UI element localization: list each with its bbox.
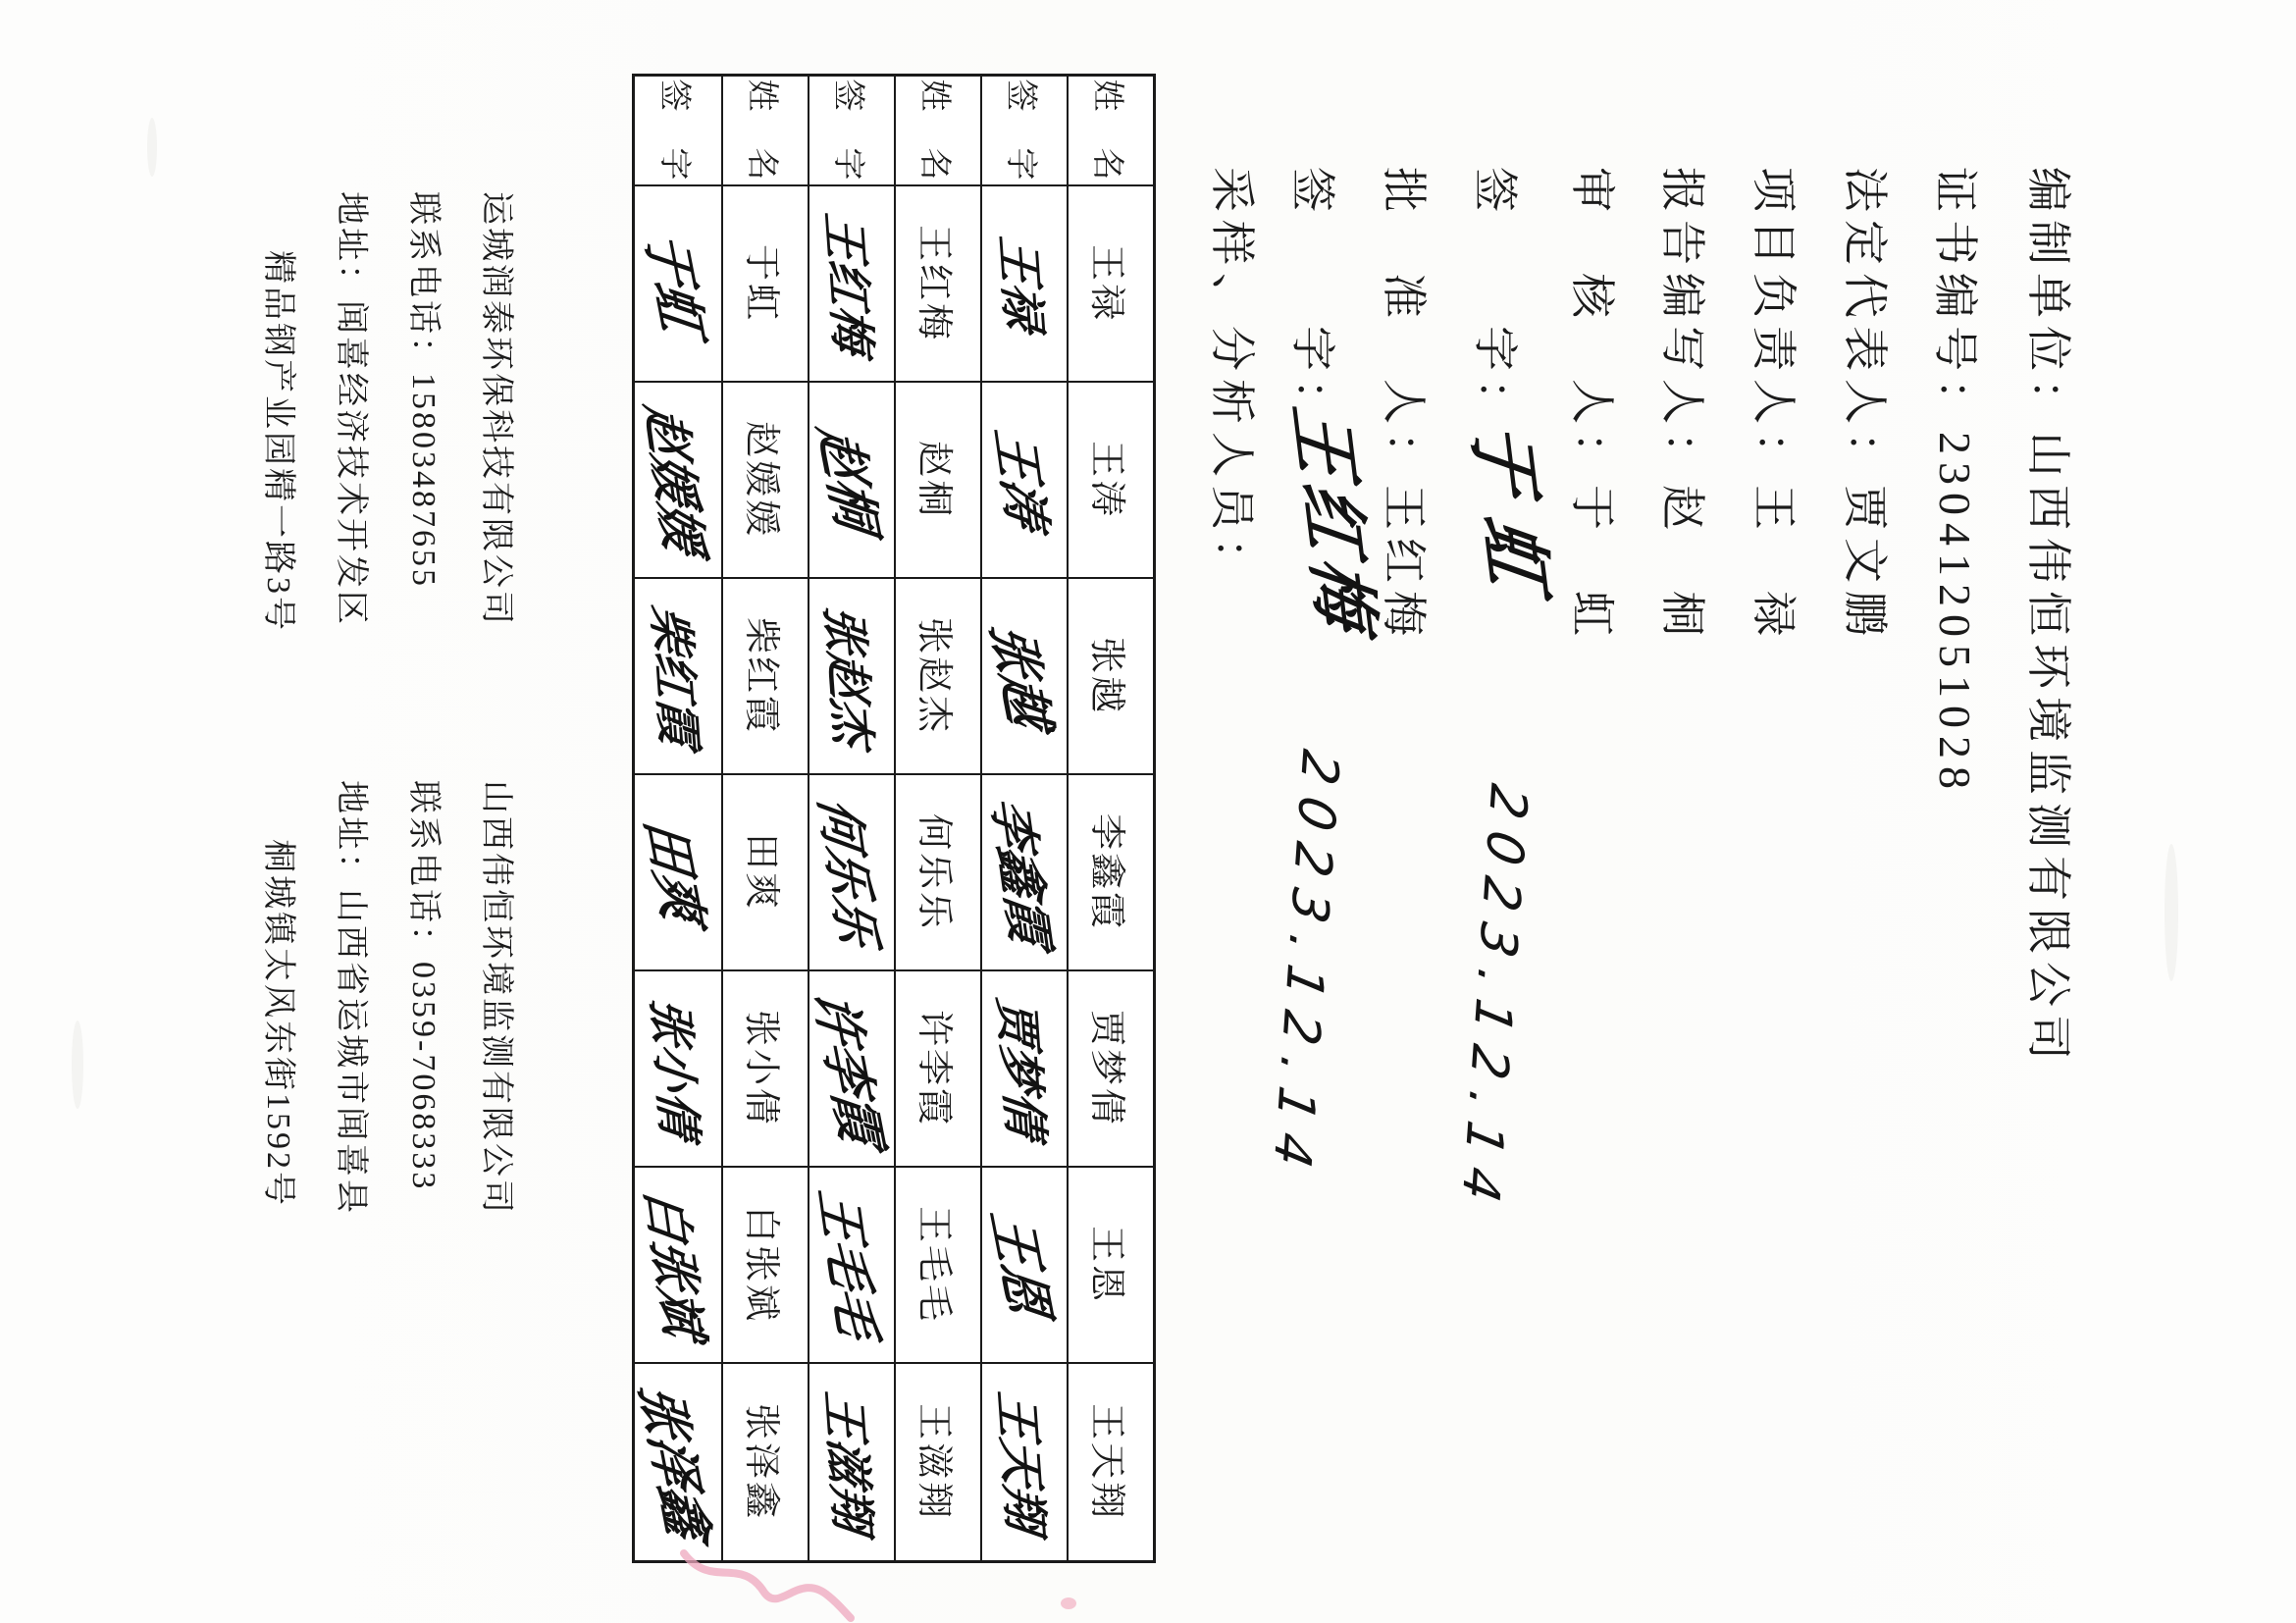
name-cell: 王滋翔 xyxy=(894,1364,980,1560)
signature-cell: 王禄 xyxy=(980,186,1067,383)
row2-header-sign: 签 字 xyxy=(980,77,1067,186)
line-sampling-analysts xyxy=(1197,167,1266,591)
report-writer-value: 赵 桐 xyxy=(1657,485,1707,644)
name-cell: 王天翔 xyxy=(1067,1364,1153,1560)
sampling-analysts-label: 采样、分析人员： xyxy=(1207,167,1257,591)
name-cell: 何乐乐 xyxy=(894,775,980,971)
line-certificate-no xyxy=(1920,167,1989,797)
signature-cell: 王红梅 xyxy=(808,186,894,383)
signature-cell: 田爽 xyxy=(635,775,721,971)
line-legal-representative xyxy=(1830,167,1899,644)
signature-cell: 李鑫霞 xyxy=(980,775,1067,971)
company2-name: 山西伟恒环境监测有限公司 xyxy=(478,780,514,1216)
reviewer-label: 审 核 人： xyxy=(1567,167,1617,485)
name-cell: 张越 xyxy=(1067,579,1153,775)
line-report-writer xyxy=(1647,167,1716,644)
name-cell: 王毛毛 xyxy=(894,1168,980,1364)
signature-cell: 何乐乐 xyxy=(808,775,894,971)
signature-cell: 王毛毛 xyxy=(808,1168,894,1364)
legal-representative-label: 法定代表人： xyxy=(1840,167,1890,485)
name-cell: 王禄 xyxy=(1067,186,1153,383)
company1-phone: 联系电话：15803487655 xyxy=(405,191,442,589)
signature-cell: 赵媛媛 xyxy=(635,383,721,579)
company2-address-line2: 桐城镇太风东街1592号 xyxy=(260,839,296,1208)
row1-header-name: 姓 名 xyxy=(1067,77,1153,186)
signature-cell: 张越 xyxy=(980,579,1067,775)
line-project-leader xyxy=(1739,167,1807,644)
name-cell: 王涛 xyxy=(1067,383,1153,579)
reviewer-signature-date: 2023.12.14 xyxy=(1449,779,1538,1221)
company1-address: 地址：闻喜经济技术开发区 xyxy=(333,191,369,627)
name-cell: 贾梦倩 xyxy=(1067,971,1153,1168)
pink-scribble xyxy=(677,1536,859,1623)
company2-address: 地址：山西省运城市闻喜县 xyxy=(333,780,369,1216)
compiling-unit-value: 山西伟恒环境监测有限公司 xyxy=(2023,432,2073,1068)
signature-cell: 王天翔 xyxy=(980,1364,1067,1560)
compiling-unit-label: 编制单位： xyxy=(2023,167,2073,432)
line-reviewer-signature xyxy=(1460,167,1529,432)
name-cell: 张泽鑫 xyxy=(721,1364,808,1560)
line-compiling-unit xyxy=(2013,167,2082,1068)
scan-smudge xyxy=(72,1021,83,1109)
name-cell: 白张斌 xyxy=(721,1168,808,1364)
name-cell: 王红梅 xyxy=(894,186,980,383)
report-writer-label: 报告编写人： xyxy=(1657,167,1707,485)
approver-signature-date: 2023.12.14 xyxy=(1261,745,1349,1186)
certificate-no-label: 证书编号： xyxy=(1930,167,1980,432)
name-cell: 柴红霞 xyxy=(721,579,808,775)
approver-value: 王红梅 xyxy=(1379,485,1429,644)
reviewer-value: 于 虹 xyxy=(1567,485,1617,644)
pink-dot-mark xyxy=(1061,1597,1076,1609)
scan-smudge xyxy=(147,118,157,177)
name-cell: 赵媛媛 xyxy=(721,383,808,579)
name-cell: 田爽 xyxy=(721,775,808,971)
project-leader-label: 项目负责人： xyxy=(1748,167,1799,485)
company1-address-line2: 精品钢产业园精一路3号 xyxy=(260,250,296,633)
name-cell: 李鑫霞 xyxy=(1067,775,1153,971)
signature-cell: 贾梦倩 xyxy=(980,971,1067,1168)
approver-label: 批 准 人： xyxy=(1379,167,1429,485)
name-cell: 张小倩 xyxy=(721,971,808,1168)
project-leader-value: 王 禄 xyxy=(1748,485,1799,644)
row5-header-name: 姓 名 xyxy=(721,77,808,186)
personnel-table xyxy=(627,74,1156,1563)
certificate-no-value: 230412051028 xyxy=(1930,432,1980,797)
signature-cell: 于虹 xyxy=(635,186,721,383)
approver-handwritten-signature: 王红梅 xyxy=(1278,402,1389,641)
company2-phone: 联系电话：0359-7068333 xyxy=(405,780,442,1192)
legal-representative-value: 贾文鹏 xyxy=(1840,485,1890,644)
signature-cell: 张赵杰 xyxy=(808,579,894,775)
signature-cell: 王恩 xyxy=(980,1168,1067,1364)
signature-cell: 赵桐 xyxy=(808,383,894,579)
signature-cell: 柴红霞 xyxy=(635,579,721,775)
name-cell: 张赵杰 xyxy=(894,579,980,775)
row3-header-name: 姓 名 xyxy=(894,77,980,186)
reviewer-handwritten-signature: 于虹 xyxy=(1456,416,1565,618)
name-cell: 于虹 xyxy=(721,186,808,383)
name-cell: 赵桐 xyxy=(894,383,980,579)
signature-cell: 张小倩 xyxy=(635,971,721,1168)
line-approver-signature xyxy=(1278,167,1346,432)
signature-cell: 许李霞 xyxy=(808,971,894,1168)
name-cell: 王恩 xyxy=(1067,1168,1153,1364)
approver-signature-label: 签 字： xyxy=(1287,167,1337,432)
signature-cell: 张泽鑫 xyxy=(627,1382,720,1542)
scan-smudge xyxy=(2165,844,2178,981)
reviewer-signature-label: 签 字： xyxy=(1470,167,1520,432)
signature-cell: 王涛 xyxy=(980,383,1067,579)
row4-header-sign: 签 字 xyxy=(808,77,894,186)
signature-cell: 白张斌 xyxy=(635,1168,721,1364)
signature-cell: 王滋翔 xyxy=(808,1364,894,1560)
name-cell: 许李霞 xyxy=(894,971,980,1168)
row6-header-sign: 签 字 xyxy=(635,77,721,186)
company1-name: 运城润泰环保科技有限公司 xyxy=(478,191,514,627)
